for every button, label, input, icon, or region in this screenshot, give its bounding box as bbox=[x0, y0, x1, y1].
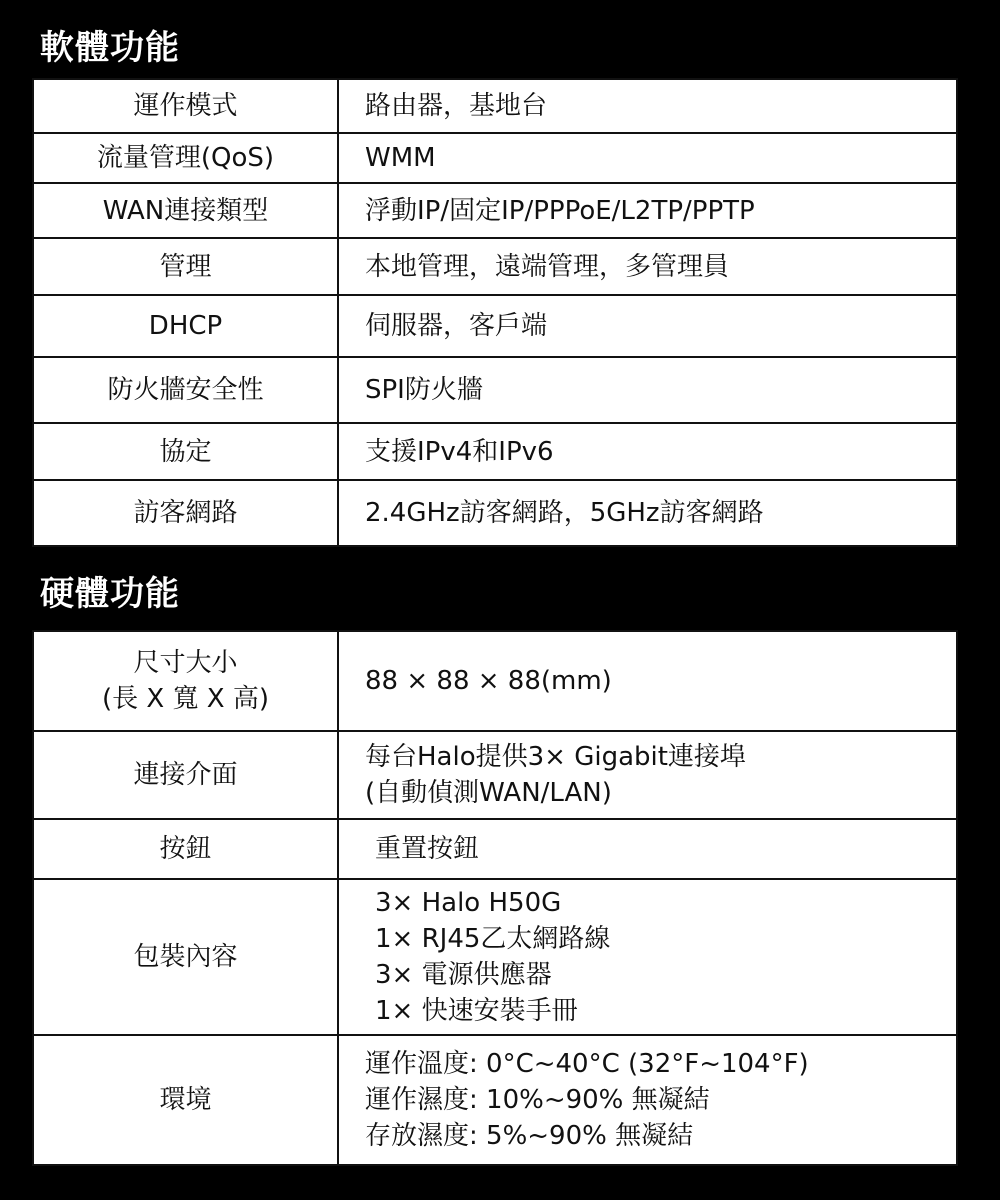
row-label: 包裝內容 bbox=[33, 879, 338, 1035]
software-spec-table bbox=[32, 78, 958, 547]
row-label: 協定 bbox=[33, 423, 338, 480]
software-section-title: 軟體功能 bbox=[40, 28, 180, 68]
row-label: 尺寸大小 (長 X 寬 X 高) bbox=[33, 631, 338, 731]
table-row bbox=[33, 1035, 957, 1165]
row-value: 支援IPv4和IPv6 bbox=[338, 423, 957, 480]
row-label: 管理 bbox=[33, 238, 338, 295]
table-row bbox=[33, 731, 957, 819]
row-value: 本地管理，遠端管理，多管理員 bbox=[338, 238, 957, 295]
row-label: 運作模式 bbox=[33, 79, 338, 133]
row-label: 防火牆安全性 bbox=[33, 357, 338, 423]
row-value: 運作溫度: 0°C~40°C (32°F~104°F) 運作濕度: 10%~90% 無凝結 存放濕度: 5%~90% 無凝結 bbox=[338, 1035, 957, 1165]
row-label: 流量管理(QoS) bbox=[33, 133, 338, 183]
row-value: 重置按鈕 bbox=[338, 819, 957, 879]
row-value: 每台Halo提供3× Gigabit連接埠 (自動偵測WAN/LAN) bbox=[338, 731, 957, 819]
row-value: WMM bbox=[338, 133, 957, 183]
row-value: 路由器，基地台 bbox=[338, 79, 957, 133]
row-label: 連接介面 bbox=[33, 731, 338, 819]
hardware-section-title: 硬體功能 bbox=[40, 574, 180, 614]
row-label: WAN連接類型 bbox=[33, 183, 338, 238]
table-row bbox=[33, 879, 957, 1035]
table-row bbox=[33, 357, 957, 423]
table-row bbox=[33, 631, 957, 731]
row-value: 3× Halo H50G 1× RJ45乙太網路線 3× 電源供應器 1× 快速安裝手冊 bbox=[338, 879, 957, 1035]
row-label: 按鈕 bbox=[33, 819, 338, 879]
hardware-spec-table bbox=[32, 630, 958, 1166]
table-row bbox=[33, 480, 957, 546]
row-value: SPI防火牆 bbox=[338, 357, 957, 423]
table-row bbox=[33, 819, 957, 879]
table-row bbox=[33, 423, 957, 480]
table-row bbox=[33, 183, 957, 238]
table-row bbox=[33, 133, 957, 183]
row-label: DHCP bbox=[33, 295, 338, 357]
row-label: 訪客網路 bbox=[33, 480, 338, 546]
row-value: 伺服器，客戶端 bbox=[338, 295, 957, 357]
row-label: 環境 bbox=[33, 1035, 338, 1165]
row-value: 2.4GHz訪客網路，5GHz訪客網路 bbox=[338, 480, 957, 546]
table-row bbox=[33, 295, 957, 357]
table-row bbox=[33, 238, 957, 295]
table-row bbox=[33, 79, 957, 133]
row-value: 浮動IP/固定IP/PPPoE/L2TP/PPTP bbox=[338, 183, 957, 238]
row-value: 88 × 88 × 88(mm) bbox=[338, 631, 957, 731]
